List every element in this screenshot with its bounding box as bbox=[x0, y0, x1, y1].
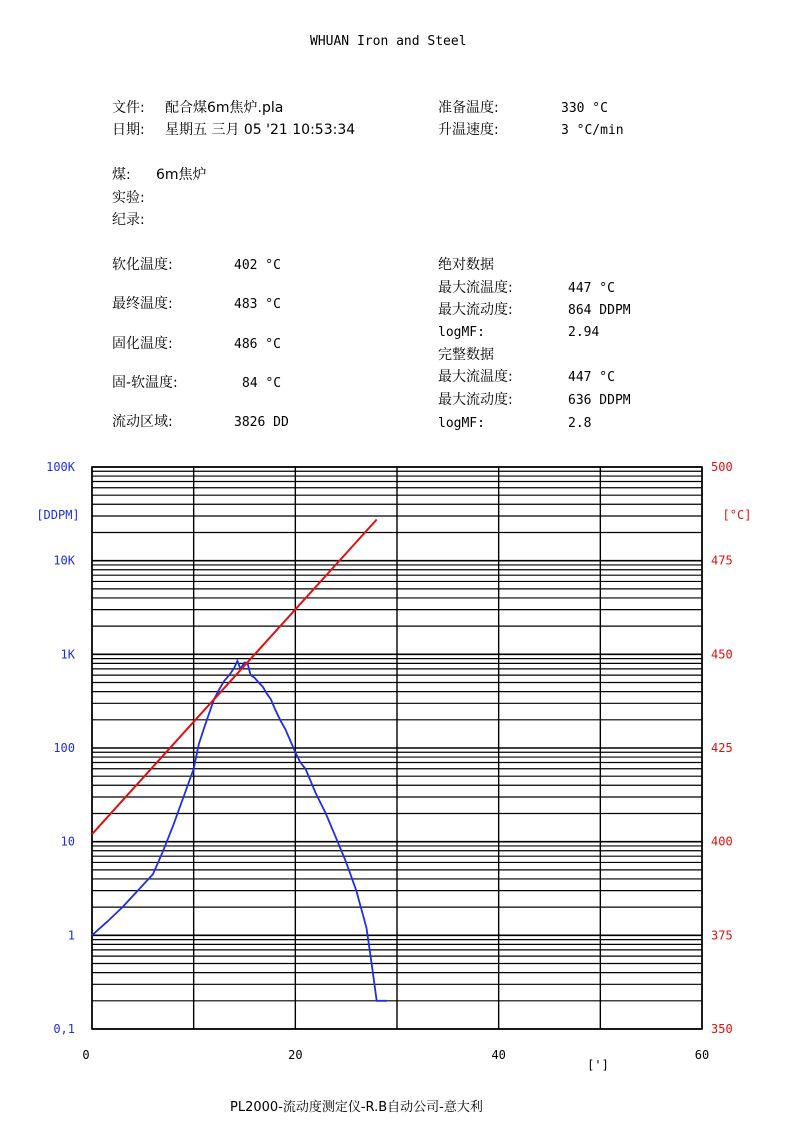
y-right-axis-label: [°C] bbox=[722, 508, 752, 522]
coal-label: 煤: bbox=[112, 167, 131, 183]
y-left-tick-label: 100K bbox=[46, 460, 75, 474]
temperature-series-line bbox=[92, 520, 377, 835]
cmp-max-temp-value: 447 °C bbox=[568, 370, 615, 385]
x-tick-label: 40 bbox=[491, 1048, 506, 1062]
y-right-tick-label: 375 bbox=[711, 928, 733, 943]
y-left-tick-label: 10 bbox=[60, 834, 75, 849]
fluid-area-label: 流动区域: bbox=[112, 414, 173, 430]
date-label: 日期: bbox=[112, 122, 145, 138]
x-tick-label: 0 bbox=[82, 1048, 90, 1062]
final-temp-value: 483 °C bbox=[234, 297, 281, 312]
record-label: 纪录: bbox=[112, 212, 145, 228]
chart-curves bbox=[92, 520, 387, 1001]
plastic-range-value: 84 °C bbox=[242, 376, 282, 391]
file-value: 配合煤6m焦炉.pla bbox=[165, 100, 284, 116]
report-title: WHUAN Iron and Steel bbox=[310, 34, 467, 49]
heat-rate-value: 3 °C/min bbox=[561, 123, 624, 138]
cmp-logmf-value: 2.8 bbox=[568, 416, 592, 431]
y-left-tick-label: 1 bbox=[67, 928, 75, 943]
y-left-axis-label: [DDPM] bbox=[36, 508, 80, 522]
x-tick-label: 60 bbox=[694, 1048, 710, 1062]
chart-labels bbox=[36, 460, 751, 1072]
final-temp-label: 最终温度: bbox=[112, 296, 173, 312]
x-tick-label: 20 bbox=[288, 1048, 303, 1062]
footer-text: PL2000-流动度测定仪-R.B自动公司-意大利 bbox=[230, 1100, 483, 1115]
solidification-temp-label: 固化温度: bbox=[112, 336, 173, 352]
abs-logmf-value: 2.94 bbox=[568, 325, 600, 340]
solidification-temp-value: 486 °C bbox=[234, 337, 281, 352]
y-left-tick-label: 1K bbox=[60, 647, 75, 662]
cmp-max-fluidity-value: 636 DDPM bbox=[568, 393, 631, 408]
prep-temp-value: 330 °C bbox=[561, 101, 608, 116]
experiment-label: 实验: bbox=[112, 190, 145, 206]
y-left-tick-label: 0,1 bbox=[53, 1022, 75, 1036]
abs-max-fluidity-label: 最大流动度: bbox=[438, 302, 513, 318]
y-right-tick-label: 425 bbox=[711, 741, 733, 755]
abs-logmf-label: logMF: bbox=[438, 325, 485, 340]
softening-temp-label: 软化温度: bbox=[112, 257, 173, 273]
abs-max-temp-value: 447 °C bbox=[568, 281, 615, 296]
x-axis-label: ['] bbox=[587, 1058, 609, 1072]
prep-temp-label: 准备温度: bbox=[438, 100, 499, 116]
abs-max-temp-label: 最大流温度: bbox=[438, 280, 513, 296]
file-label: 文件: bbox=[112, 100, 145, 116]
cmp-logmf-label: logMF: bbox=[438, 416, 485, 431]
coal-value: 6m焦炉 bbox=[156, 167, 207, 183]
absolute-data-title: 绝对数据 bbox=[438, 257, 494, 273]
cmp-max-temp-label: 最大流温度: bbox=[438, 369, 513, 385]
abs-max-fluidity-value: 864 DDPM bbox=[568, 303, 631, 318]
chart-grid bbox=[92, 467, 702, 1029]
date-value: 星期五 三月 05 '21 10:53:34 bbox=[165, 122, 356, 138]
y-right-tick-label: 450 bbox=[711, 647, 733, 662]
y-right-tick-label: 350 bbox=[711, 1022, 733, 1036]
y-left-tick-label: 10K bbox=[53, 553, 75, 568]
heat-rate-label: 升温速度: bbox=[438, 122, 499, 138]
y-left-tick-label: 100 bbox=[53, 741, 75, 755]
y-right-tick-label: 500 bbox=[711, 460, 733, 474]
y-right-tick-label: 400 bbox=[711, 834, 733, 849]
cmp-max-fluidity-label: 最大流动度: bbox=[438, 392, 513, 408]
softening-temp-value: 402 °C bbox=[234, 258, 281, 273]
plastic-range-label: 固-软温度: bbox=[112, 375, 178, 391]
complete-data-title: 完整数据 bbox=[438, 347, 494, 363]
y-right-tick-label: 475 bbox=[711, 553, 733, 568]
fluid-area-value: 3826 DD bbox=[234, 415, 289, 430]
